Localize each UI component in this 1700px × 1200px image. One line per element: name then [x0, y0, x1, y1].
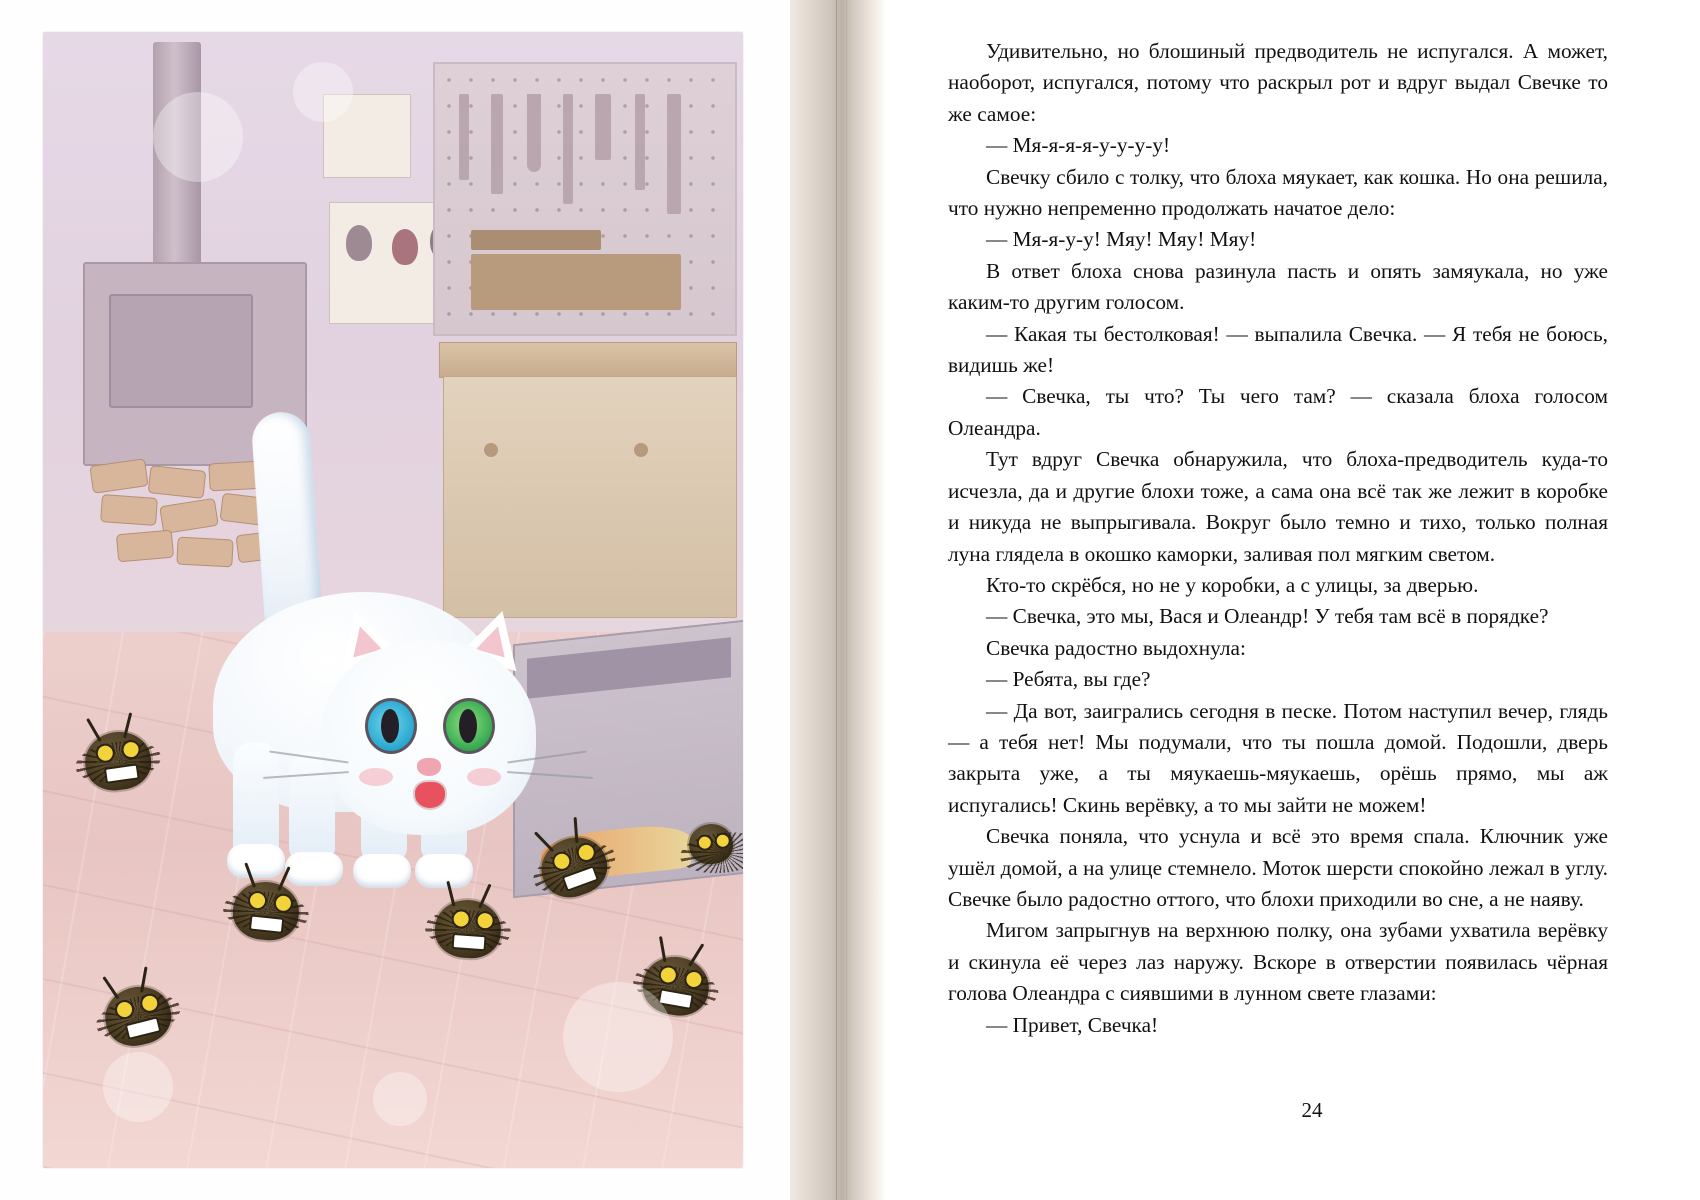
wooden-shelf — [439, 342, 737, 378]
cat-paw — [285, 852, 343, 886]
cat-paw — [353, 854, 411, 888]
flea-eye — [475, 911, 495, 931]
flea-mouth — [104, 763, 140, 784]
cat-blush-left — [359, 768, 393, 786]
cat-paw — [415, 854, 473, 888]
flea-eye — [113, 998, 136, 1021]
flea-eye — [657, 964, 679, 986]
paragraph: Свечку сбило с толку, что блоха мяукает, как кошка. Но она решила, что нужно непременно продолжать начатое дело: — [948, 164, 1608, 221]
tool-wrench — [527, 94, 541, 172]
tool-pliers — [635, 94, 645, 190]
cat-nose — [417, 758, 441, 776]
paragraph: Кто-то скрёбся, но не у коробки, а с улицы, за дверью. — [986, 572, 1479, 597]
flea-eye — [247, 890, 268, 911]
tool-saw — [667, 94, 681, 214]
cat-mouth — [413, 780, 447, 810]
stove-door — [109, 294, 253, 408]
flea-eye — [95, 742, 116, 763]
flea-eye — [120, 739, 141, 760]
flea-eye — [683, 969, 705, 991]
paragraph: В ответ блоха снова разинула пасть и опять замяукала, но уже каким-то другим голосом. — [948, 258, 1608, 315]
page-number-value: 24 — [1301, 1098, 1323, 1122]
paragraph-dialogue: — Мя-я-у-у! Мяу! Мяу! Мяу! — [986, 227, 1257, 252]
tool-tray — [471, 254, 681, 310]
cat-eye-right — [443, 698, 495, 754]
tool-file — [563, 94, 573, 204]
cat-pupil-right — [459, 709, 477, 743]
flea-mouth — [249, 914, 284, 933]
cat-whisker — [507, 750, 586, 763]
paragraph: Тут вдруг Свечка обнаружила, что блоха-предводитель куда-то исчезла, да и другие блохи тоже, а сама она всё так же лежит в коробке и никуда не выпрыгивала. Вокруг было темно и тихо, только полная луна глядела в окошко каморки, заливая пол мягким светом. — [948, 447, 1608, 566]
paragraph-dialogue: — Ребята, вы где? — [986, 667, 1151, 692]
flea-mouth — [658, 988, 694, 1010]
paragraph: Удивительно, но блошиный предводитель не испугался. А может, наоборот, испугался, потому что раскрыл рот и вдруг выдал Свечке то же самое: — [948, 39, 1608, 126]
paragraph-dialogue: — Мя-я-я-я-у-у-у-у! — [986, 133, 1171, 158]
right-page — [886, 0, 1700, 1200]
body-text — [948, 36, 1608, 1041]
paragraph: Свечка радостно выдохнула: — [986, 635, 1246, 660]
paragraph-dialogue: — Свечка, это мы, Вася и Олеандр! У тебя там всё в порядке? — [986, 604, 1549, 629]
flea-eye — [273, 893, 294, 914]
paragraph-dialogue: — Свечка, ты что? Ты чего там? — сказала блоха голосом Олеандра. — [948, 384, 1608, 440]
flea-mouth — [452, 933, 487, 951]
paragraph: Свечка поняла, что уснула и всё это время спала. Ключник уже ушёл домой, а на улице стемнело. Моток шерсти спокойно лежал в углу. Свечке было радостно оттого, что блохи приходили во сне, а не наяву. — [948, 824, 1608, 911]
page-number — [886, 1098, 1700, 1123]
cat-whisker — [507, 771, 593, 779]
cat-pupil-left — [381, 709, 399, 743]
gutter-fold-line — [846, 0, 847, 1200]
paragraph-dialogue: — Да вот, заигрались сегодня в песке. Потом наступил вечер, глядь — а тебя нет! Мы подумали, что ты пошла домой. Подошли, дверь закрыта уже, а ты мяукаешь-мяукаешь, орёшь прямо, мы аж испугались! Скинь верёвку, а то мы зайти не можем! — [948, 698, 1608, 817]
log — [89, 458, 148, 494]
wall-poster-top — [323, 94, 411, 178]
flea-mouth — [125, 1016, 162, 1040]
tool-pegboard — [433, 62, 737, 336]
stove-pipe — [153, 42, 201, 270]
tool-screwdriver — [459, 94, 469, 180]
tool-chisel — [491, 94, 503, 194]
flea-eye — [451, 909, 471, 929]
tool-box-lid — [471, 230, 601, 250]
flea-eye — [138, 992, 161, 1015]
flea-eye — [696, 834, 714, 852]
cat-blush-right — [467, 768, 501, 786]
cat-head — [321, 640, 536, 835]
book-gutter — [790, 0, 886, 1200]
tool-hammer — [595, 94, 611, 160]
paragraph-dialogue: — Какая ты бестолковая! — выпалила Свечка. — Я тебя не боюсь, видишь же! — [948, 321, 1608, 378]
flea-eye — [714, 832, 732, 850]
paragraph-dialogue: — Привет, Свечка! — [986, 1012, 1159, 1037]
story-illustration — [43, 32, 743, 1168]
cat-eye-left — [365, 698, 417, 754]
log — [116, 530, 174, 563]
log — [100, 494, 158, 526]
left-page — [0, 0, 790, 1200]
cat-character-svechka — [193, 412, 593, 922]
flea-eye — [550, 849, 574, 873]
cat-paw — [227, 844, 285, 878]
paragraph: Мигом запрыгнув на верхнюю полку, она зубами ухватила верёвку и скинула её через лаз наружу. Вскоре в отверстии появилась чёрная голова Олеандра с сиявшими в лунном свете глазами: — [948, 918, 1608, 1006]
gutter-fold-line — [836, 0, 837, 1200]
flea-eye — [574, 840, 598, 864]
